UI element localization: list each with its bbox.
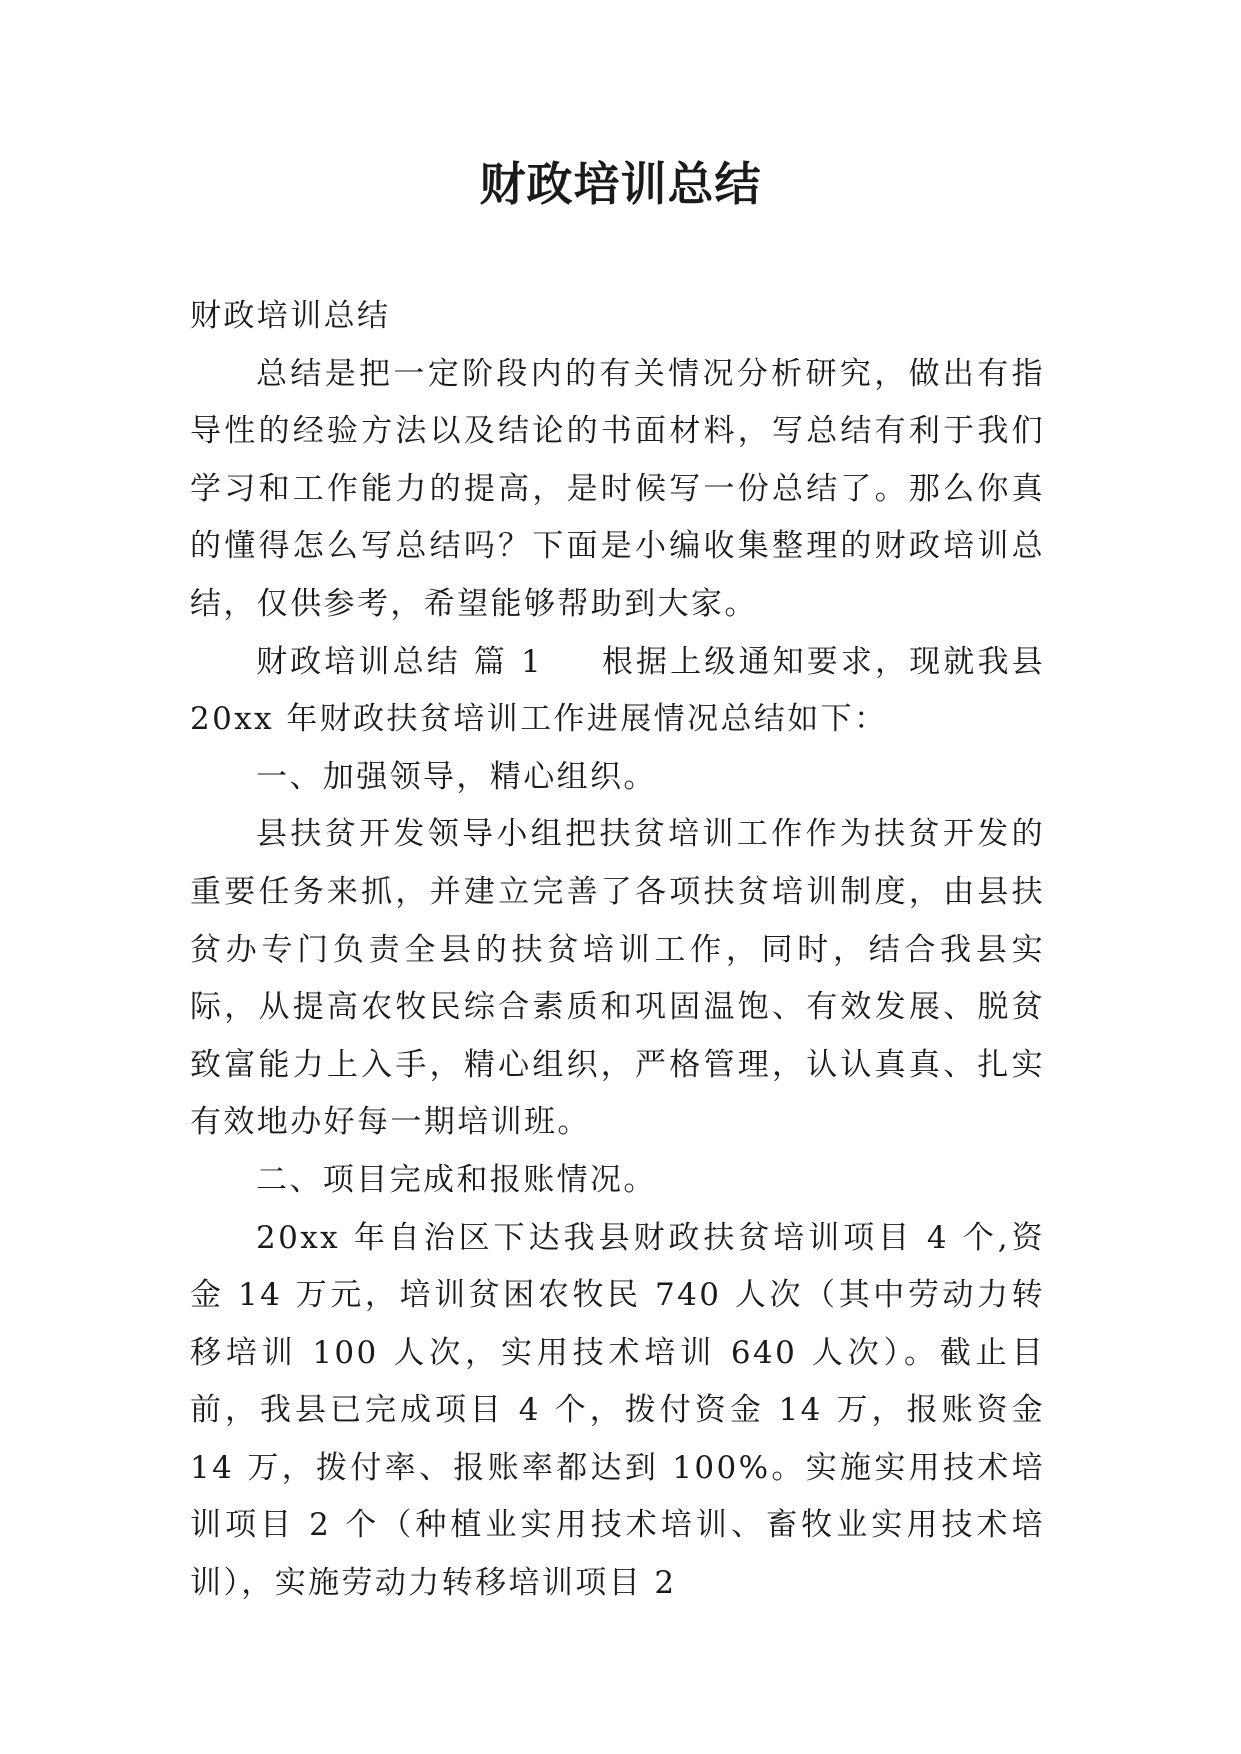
section-intro-text: 根据上级通知要求，现就我县 20xx 年财政扶贫培训工作进展情况总结如下： [190, 643, 1045, 738]
heading-leadership: 一、加强领导，精心组织。 [256, 758, 657, 795]
document-subtitle: 财政培训总结 [190, 298, 391, 334]
document-title: 财政培训总结 [479, 157, 762, 211]
section-heading: 财政培训总结 篇 1 [256, 643, 544, 680]
section-paragraph [190, 634, 1045, 749]
heading-completion: 二、项目完成和报账情况。 [256, 1161, 657, 1198]
intro-paragraph: 总结是把一定阶段内的有关情况分析研究，做出有指导性的经验方法以及结论的书面材料，写总结有利于我们学习和工作能力的提高，是时候写一份总结了。那么你真的懂得怎么写总结吗？下面是小编收集整理的财政培训总结，仅供参考，希望能够帮助到大家。 [190, 355, 1045, 622]
completion-paragraph: 20xx 年自治区下达我县财政扶贫培训项目 4 个,资金 14 万元，培训贫困农牧民 740 人次（其中劳动力转移培训 100 人次，实用技术培训 640 人次）。截止目前，我县已完成项目 4 个，拨付资金 14 万，报账资金 14 万，拨付率、报账率都达到 100%。实施实用技术培训项目 2 个（种植业实用技术培训、畜牧业实用技术培训），实施劳动力转移培训项目 2 [190, 1219, 1045, 1602]
document-body [190, 288, 1045, 1613]
leadership-paragraph: 县扶贫开发领导小组把扶贫培训工作作为扶贫开发的重要任务来抓，并建立完善了各项扶贫培训制度，由县扶贫办专门负责全县的扶贫培训工作，同时，结合我县实际，从提高农牧民综合素质和巩固温饱、有效发展、脱贫致富能力上入手，精心组织，严格管理，认认真真、扎实有效地办好每一期培训班。 [190, 816, 1045, 1141]
